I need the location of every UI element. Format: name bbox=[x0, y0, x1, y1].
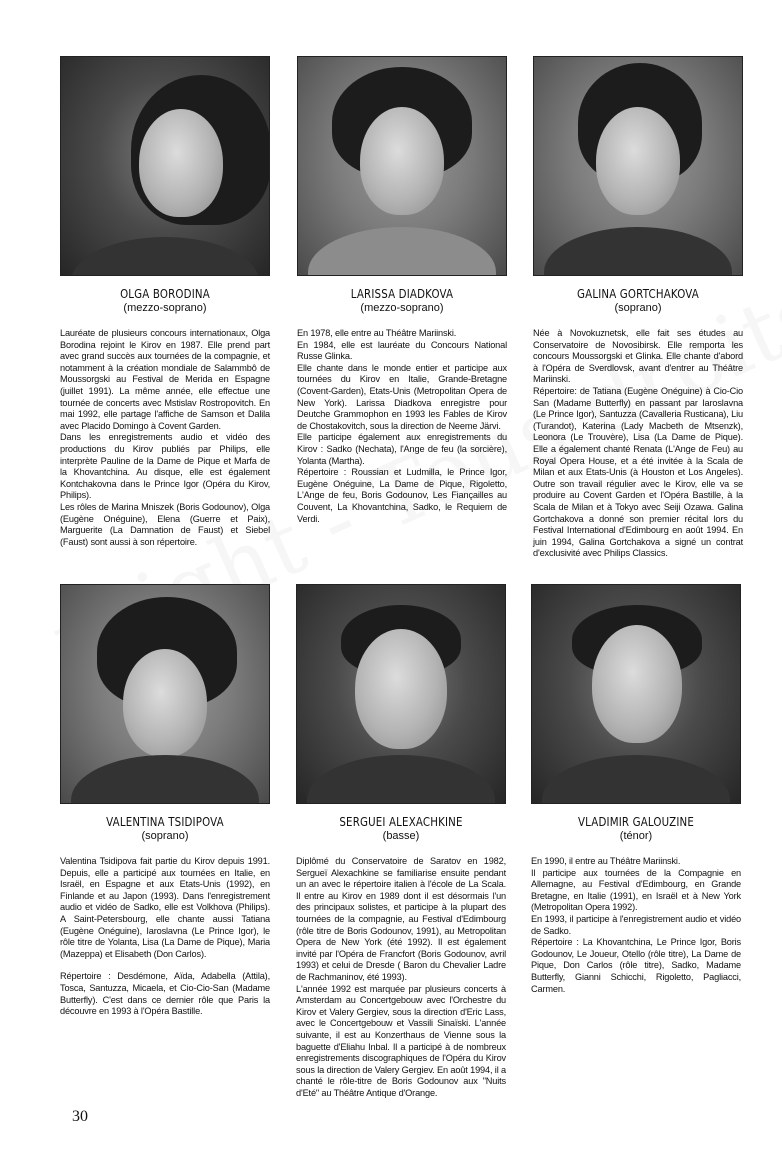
portrait-photo bbox=[60, 584, 270, 804]
biography bbox=[531, 856, 741, 995]
voice-type: (soprano) bbox=[141, 830, 189, 842]
singer-card-alexachkine bbox=[296, 584, 506, 1099]
singer-card-gortchakova bbox=[533, 56, 743, 560]
biography bbox=[297, 328, 507, 525]
singer-name: OLGA BORODINA bbox=[120, 286, 210, 301]
voice-type: (mezzo-soprano) bbox=[123, 302, 207, 314]
singer-card-diadkova bbox=[297, 56, 507, 525]
biography bbox=[60, 856, 270, 1018]
bio-paragraph: Née à Novokuznetsk, elle fait ses études au Conservatoire de Novosibirsk. Elle remporta les concours Moussorgski et Glinka. Elle chante d'abord à l'Opéra de Sverdlovsk, avant d'entrer au Théâtre Mariinski. bbox=[533, 328, 743, 385]
singer-name: LARISSA DIADKOVA bbox=[350, 286, 454, 301]
portrait-photo bbox=[60, 56, 270, 276]
bio-paragraph: En 1993, il participe à l'enregistrement audio et vidéo de Sadko. bbox=[531, 913, 741, 936]
singer-name: SERGUEI ALEXACHKINE bbox=[339, 814, 463, 829]
bio-paragraph: Répertoire : La Khovantchina, Le Prince Igor, Boris Godounov, Le Joueur, Otello (rôle titre), La Dame de Pique, Don Carlos (rôle titre), Sadko, Madame Butterfly, Gianni Schicchi, Rigoletto, Pagliacci, Carmen. bbox=[531, 937, 741, 994]
bio-paragraph: En 1990, il entre au Théâtre Mariinski. bbox=[531, 856, 681, 866]
biography bbox=[296, 856, 506, 1099]
bio-paragraph: Valentina Tsidipova fait partie du Kirov depuis 1991. Depuis, elle a participé aux tournées en Italie, en Israël, en Espagne et aux Etats-Unis (1992), en Finlande et au Japon (1993). Dans l'enregistrement audio et vidéo de Sadko, elle est Volkhova (Philips). A Saint-Petersbourg, elle chante aussi Tatiana (Eugène Onéguine), Iaroslavna (Le Prince Igor), le rôle titre de Yolanta, Lisa (La Dame de Pique), Maria (Mazeppa) et Elisabeth (Don Carlos). bbox=[60, 856, 270, 959]
bio-paragraph: Elle participe également aux enregistrements du Kirov : Sadko (Nechata), l'Ange de feu (la sorcière), Yolanta (Martha). bbox=[297, 432, 507, 466]
singer-card-borodina bbox=[60, 56, 270, 548]
bio-paragraph: Les rôles de Marina Mniszek (Boris Godounov), Olga (Eugène Onéguine), Elena (Guerre et Paix), Marguerite (La Damnation de Faust) et Siebel (Faust) sont aussi à son répertoire. bbox=[60, 501, 270, 547]
portrait-photo bbox=[296, 584, 506, 804]
singer-name: VALENTINA TSIDIPOVA bbox=[106, 814, 224, 829]
bio-paragraph: En 1978, elle entre au Théâtre Mariinski. bbox=[297, 328, 457, 338]
bio-paragraph: L'année 1992 est marquée par plusieurs concerts à Amsterdam au Concertgebouw avec l'Orchestre du Kirov et Valery Gergiev, sous la direction d'Eric Lass, avec le Concertgebouw et Vassili Sinaïski. L'année suivante, il est au Konzerthaus de Vienne sous la baguette d'Eliahu Inbal. Il a participé à de nombreux enregistrements discographiques de l'Opéra du Kirov sous la direction de Valery Gergiev. En août 1994, il a chanté le rôle-titre de Boris Godounov aux "Nuits d'Eté" au Théâtre Antique d'Orange. bbox=[296, 983, 506, 1098]
voice-type: (soprano) bbox=[614, 302, 662, 314]
singer-name: GALINA GORTCHAKOVA bbox=[577, 286, 699, 301]
voice-type: (ténor) bbox=[619, 830, 653, 842]
portrait-photo bbox=[297, 56, 507, 276]
bio-paragraph: Répertoire: de Tatiana (Eugène Onéguine) à Cio-Cio San (Madame Butterfly) en passant par Iaroslavna (Le Prince Igor), Santuzza (Cavalleria Rusticana), Liu (Turandot), Katerina (Lady Macbeth de Mtsenzk), Leonora (Le Trouvère), Lisa (La Dame de Pique). Elle a également chanté Renata (L'Ange de Feu) au Royal Opera House, et a été invitée à la Scala de Milan et aux Etats-Unis (à Houston et Los Angeles). Outre son travail régulier avec le Kirov, elle va se produire au Covent Garden et l'Opéra Bastille, à la Scala de Milan et à Tokyo avec Seiji Ozawa. Galina Gortchakova a donné son premier récital lors du Festival International d'Edimbourg en août 1994. En juin 1994, Galina Gortchakova a signé un contrat d'exclusivité avec Philips Classics. bbox=[533, 385, 743, 559]
bio-paragraph: Lauréate de plusieurs concours internationaux, Olga Borodina rejoint le Kirov en 1987. Elle prend part avec grand succès aux tournées de la compagnie, et notamment à la création mondiale de Salammbô de Moussorgski au Festival de Merida en Espagne (juillet 1991). La même année, elle effectue une tournée de concerts avec Mstislav Rostropovitch. En mai 1992, elle partage l'affiche de Samson et Dalila avec Placido Domingo à Covent Garden. bbox=[60, 328, 270, 431]
voice-type: (mezzo-soprano) bbox=[360, 302, 444, 314]
bio-paragraph: Répertoire : Desdémone, Aïda, Adabella (Attila), Tosca, Santuzza, Micaela, et Cio-Cio-San (Madame Butterfly). C'est dans ce dernier rôle que Paris la découvre en 1993 à l'Opéra Bastille. bbox=[60, 971, 270, 1017]
page-number: 30 bbox=[72, 1108, 88, 1125]
bio-paragraph: Elle chante dans le monde entier et participe aux tournées du Kirov en Italie, Grande-Bretagne (Covent-Garden), Etats-Unis (Metropolitan Opera de New York). Larissa Diadkova enregistre pour Deutche Grammophon en 1993 les Fables de Kirov de Chostakovitch, sous la direction de Neeme Järvi. bbox=[297, 362, 507, 431]
biography bbox=[60, 328, 270, 548]
bio-paragraph: En 1984, elle est lauréate du Concours National Russe Glinka. bbox=[297, 339, 507, 362]
bio-paragraph: Dans les enregistrements audio et vidéo des productions du Kirov publiés par Philips, elle interprète Pauline de la Dame de Pique et Marfa de la Khovantchina. Au disque, elle est également Kontchakovna dans le Prince Igor (Opéra du Kirov, Philips). bbox=[60, 432, 270, 501]
portrait-photo bbox=[531, 584, 741, 804]
singer-card-galouzine bbox=[531, 584, 741, 995]
bio-paragraph: Il participe aux tournées de la Compagnie en Allemagne, au Festival d'Edimbourg, en Grande Bretagne, en Italie (1991), en Israël et à New York (Metropolitan Opera 1992). bbox=[531, 867, 741, 913]
voice-type: (basse) bbox=[382, 830, 420, 842]
biography bbox=[533, 328, 743, 560]
portrait-photo bbox=[533, 56, 743, 276]
singer-name: VLADIMIR GALOUZINE bbox=[578, 814, 694, 829]
bio-paragraph: Diplômé du Conservatoire de Saratov en 1982, Sergueï Alexachkine se familiarise ensuite pendant un an avec le répertoire italien à l'école de La Scala. Il entre au Kirov en 1989 dont il est désormais l'un des principaux solistes, et participe à la plupart des tournées de la compagnie, au Festival d'Edimbourg (rôle titre de Boris Godounov, 1991), au Metropolitan Opera de New York (été 1992). Il est également invité par l'Opéra de Francfort (Boris Godounov, avril 1993) et celui de Dresde ( Baron du Chevalier Ladre de Rachmaninov, été 1993). bbox=[296, 856, 506, 982]
singer-card-tsidipova bbox=[60, 584, 270, 1018]
bio-paragraph: Répertoire : Roussian et Ludmilla, le Prince Igor, Eugène Onéguine, La Dame de Pique, Rigoletto, L'Ange de feu, Boris Godounov, Les Fiançailles au Couvent, La Khovantchina, Sadko, le Requiem de Verdi. bbox=[297, 467, 507, 524]
